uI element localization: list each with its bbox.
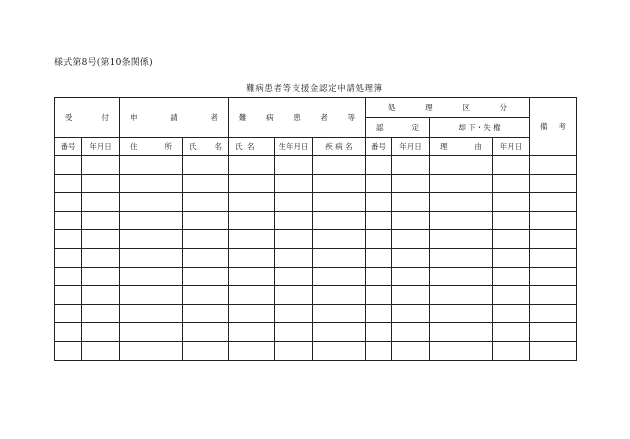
cell-riyuu [430, 211, 493, 230]
cell-riyuu [430, 286, 493, 305]
cell-nengappi-uketsuke [82, 211, 120, 230]
cell-biko [530, 174, 577, 193]
cell-shippeimei [313, 156, 366, 175]
cell-nengappi-nintei [392, 286, 430, 305]
cell-bangou-uketsuke [55, 230, 82, 249]
cell-biko [530, 267, 577, 286]
cell-biko [530, 341, 577, 360]
cell-nengappi-uketsuke [82, 267, 120, 286]
cell-shimei-kanjya [229, 341, 275, 360]
cell-shippeimei [313, 230, 366, 249]
cell-nengappi-nintei [392, 211, 430, 230]
cell-nengappi-uketsuke [82, 193, 120, 212]
cell-bangou-nintei [366, 323, 392, 342]
cell-riyuu [430, 341, 493, 360]
cell-bangou-uketsuke [55, 211, 82, 230]
cell-seinengappi [275, 304, 313, 323]
cell-bangou-nintei [366, 286, 392, 305]
cell-bangou-uketsuke [55, 193, 82, 212]
cell-bangou-nintei [366, 193, 392, 212]
cell-bangou-nintei [366, 230, 392, 249]
header-nintei: 認 定 [366, 118, 430, 138]
col-riyuu: 理 由 [430, 138, 493, 156]
cell-riyuu [430, 230, 493, 249]
table-row [55, 174, 577, 193]
col-shippeimei: 疾 病 名 [313, 138, 366, 156]
cell-jyusho [120, 193, 183, 212]
cell-bangou-uketsuke [55, 286, 82, 305]
cell-bangou-uketsuke [55, 174, 82, 193]
cell-bangou-nintei [366, 267, 392, 286]
cell-shimei-kanjya [229, 267, 275, 286]
cell-seinengappi [275, 156, 313, 175]
col-bangou-nintei: 番号 [366, 138, 392, 156]
cell-shimei-kanjya [229, 193, 275, 212]
table-row [55, 304, 577, 323]
cell-bangou-nintei [366, 248, 392, 267]
cell-biko [530, 248, 577, 267]
cell-nengappi-nintei [392, 248, 430, 267]
cell-nengappi-uketsuke [82, 248, 120, 267]
cell-biko [530, 323, 577, 342]
cell-shippeimei [313, 341, 366, 360]
table-row [55, 323, 577, 342]
cell-nengappi-kyakka [493, 211, 530, 230]
cell-seinengappi [275, 341, 313, 360]
cell-jyusho [120, 230, 183, 249]
application-register-table [54, 97, 577, 361]
header-shori-kubun: 処 理 区 分 [366, 98, 530, 118]
cell-nengappi-uketsuke [82, 174, 120, 193]
cell-shimei-shinseisha [183, 323, 229, 342]
cell-shimei-kanjya [229, 286, 275, 305]
cell-shimei-shinseisha [183, 211, 229, 230]
cell-nengappi-nintei [392, 341, 430, 360]
cell-nengappi-kyakka [493, 304, 530, 323]
cell-bangou-uketsuke [55, 304, 82, 323]
cell-riyuu [430, 174, 493, 193]
table-row [55, 267, 577, 286]
cell-riyuu [430, 267, 493, 286]
cell-seinengappi [275, 193, 313, 212]
cell-seinengappi [275, 248, 313, 267]
cell-bangou-uketsuke [55, 323, 82, 342]
cell-nengappi-kyakka [493, 174, 530, 193]
cell-shimei-kanjya [229, 156, 275, 175]
cell-jyusho [120, 211, 183, 230]
cell-shippeimei [313, 193, 366, 212]
table-row [55, 230, 577, 249]
cell-bangou-nintei [366, 174, 392, 193]
header-nanbyou-kanjya: 難 病 患 者 等 [229, 98, 366, 138]
cell-shippeimei [313, 323, 366, 342]
cell-shippeimei [313, 304, 366, 323]
cell-shippeimei [313, 248, 366, 267]
table-row [55, 286, 577, 305]
cell-shimei-shinseisha [183, 267, 229, 286]
col-nengappi-kyakka: 年月日 [493, 138, 530, 156]
cell-biko [530, 156, 577, 175]
cell-riyuu [430, 193, 493, 212]
cell-riyuu [430, 304, 493, 323]
cell-jyusho [120, 156, 183, 175]
cell-nengappi-uketsuke [82, 304, 120, 323]
cell-jyusho [120, 174, 183, 193]
cell-shippeimei [313, 174, 366, 193]
col-shimei-shinseisha: 氏 名 [183, 138, 229, 156]
cell-nengappi-kyakka [493, 267, 530, 286]
cell-bangou-nintei [366, 341, 392, 360]
col-nengappi-nintei: 年月日 [392, 138, 430, 156]
cell-nengappi-nintei [392, 156, 430, 175]
cell-nengappi-nintei [392, 304, 430, 323]
col-bangou-uketsuke: 番号 [55, 138, 82, 156]
table-row [55, 156, 577, 175]
col-seinengappi: 生年月日 [275, 138, 313, 156]
cell-nengappi-uketsuke [82, 341, 120, 360]
table-row [55, 341, 577, 360]
cell-nengappi-kyakka [493, 156, 530, 175]
cell-nengappi-uketsuke [82, 230, 120, 249]
col-nengappi-uketsuke: 年月日 [82, 138, 120, 156]
cell-shimei-kanjya [229, 323, 275, 342]
cell-shimei-shinseisha [183, 156, 229, 175]
cell-shimei-shinseisha [183, 286, 229, 305]
cell-nengappi-nintei [392, 174, 430, 193]
cell-biko [530, 230, 577, 249]
table-row [55, 248, 577, 267]
cell-seinengappi [275, 230, 313, 249]
cell-shimei-kanjya [229, 304, 275, 323]
cell-jyusho [120, 248, 183, 267]
cell-biko [530, 304, 577, 323]
cell-shimei-kanjya [229, 174, 275, 193]
document-title: 難病患者等支援金認定申請処理簿 [246, 84, 383, 94]
cell-seinengappi [275, 267, 313, 286]
cell-shimei-shinseisha [183, 248, 229, 267]
cell-seinengappi [275, 286, 313, 305]
cell-bangou-uketsuke [55, 267, 82, 286]
cell-jyusho [120, 304, 183, 323]
cell-biko [530, 211, 577, 230]
cell-riyuu [430, 156, 493, 175]
cell-nengappi-nintei [392, 193, 430, 212]
col-shimei-kanjya: 氏 名 [229, 138, 275, 156]
header-kyakka-shikken: 却 下・失 権 [430, 118, 530, 138]
cell-bangou-nintei [366, 211, 392, 230]
cell-seinengappi [275, 174, 313, 193]
cell-jyusho [120, 341, 183, 360]
cell-nengappi-kyakka [493, 286, 530, 305]
cell-nengappi-uketsuke [82, 156, 120, 175]
cell-bangou-uketsuke [55, 248, 82, 267]
header-shinseisha: 申 請 者 [120, 98, 229, 138]
cell-shippeimei [313, 267, 366, 286]
cell-nengappi-kyakka [493, 248, 530, 267]
form-number: 様式第8号(第10条関係) [54, 58, 153, 68]
cell-shimei-kanjya [229, 211, 275, 230]
cell-biko [530, 193, 577, 212]
cell-nengappi-uketsuke [82, 286, 120, 305]
cell-jyusho [120, 267, 183, 286]
header-biko: 備 考 [530, 98, 577, 156]
cell-shimei-shinseisha [183, 230, 229, 249]
header-uketsuke: 受 付 [55, 98, 120, 138]
cell-bangou-uketsuke [55, 156, 82, 175]
cell-riyuu [430, 323, 493, 342]
cell-seinengappi [275, 211, 313, 230]
cell-nengappi-kyakka [493, 323, 530, 342]
cell-nengappi-kyakka [493, 341, 530, 360]
cell-shippeimei [313, 286, 366, 305]
cell-jyusho [120, 323, 183, 342]
table-row [55, 193, 577, 212]
cell-shimei-shinseisha [183, 193, 229, 212]
cell-nengappi-kyakka [493, 193, 530, 212]
cell-shimei-shinseisha [183, 174, 229, 193]
cell-nengappi-nintei [392, 323, 430, 342]
cell-shimei-kanjya [229, 248, 275, 267]
cell-seinengappi [275, 323, 313, 342]
cell-nengappi-kyakka [493, 230, 530, 249]
cell-riyuu [430, 248, 493, 267]
col-jyusho: 住 所 [120, 138, 183, 156]
cell-jyusho [120, 286, 183, 305]
cell-shimei-kanjya [229, 230, 275, 249]
cell-nengappi-uketsuke [82, 323, 120, 342]
cell-shimei-shinseisha [183, 341, 229, 360]
cell-biko [530, 286, 577, 305]
cell-nengappi-nintei [392, 230, 430, 249]
cell-shimei-shinseisha [183, 304, 229, 323]
cell-nengappi-nintei [392, 267, 430, 286]
cell-bangou-nintei [366, 156, 392, 175]
cell-shippeimei [313, 211, 366, 230]
table-row [55, 211, 577, 230]
cell-bangou-uketsuke [55, 341, 82, 360]
cell-bangou-nintei [366, 304, 392, 323]
